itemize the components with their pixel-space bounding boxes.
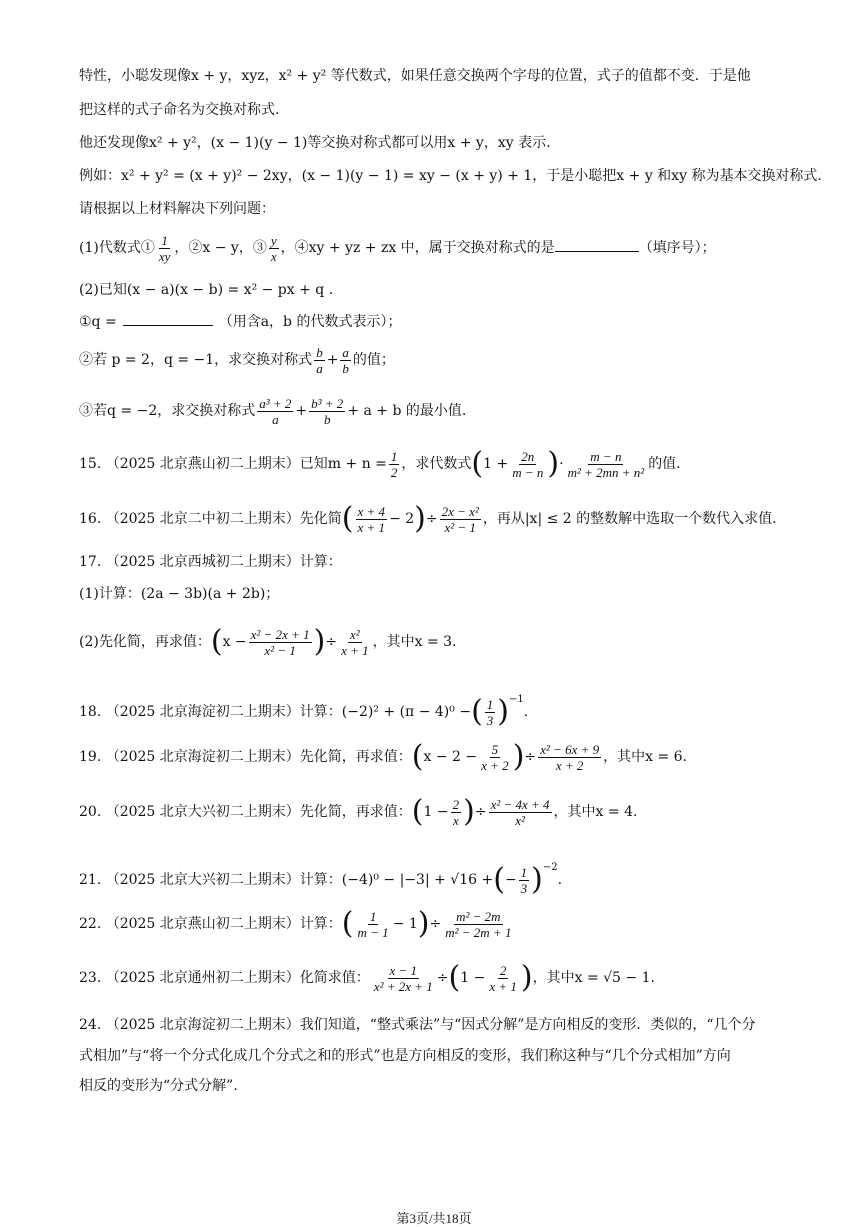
text: 1 − <box>423 804 449 820</box>
fraction: $\frac{1}{xy}$ <box>158 232 171 264</box>
problem-17: 17. （2025 北京西城初二上期末）计算： <box>79 554 342 570</box>
text: − 1 <box>392 916 418 932</box>
operator: ÷ <box>429 916 442 932</box>
paren: ( <box>341 501 354 536</box>
paren: ) <box>417 906 430 941</box>
fraction: $\frac{2}{x}$ <box>452 796 460 828</box>
paren: ( <box>411 794 424 829</box>
question-1 <box>79 230 808 266</box>
text: x − <box>222 634 247 650</box>
text: ，再从|x| ≤ 2 的整数解中选取一个数代入求值. <box>482 511 777 527</box>
text: ②若 p = 2，q = −1，求交换对称式 <box>79 352 313 368</box>
fraction: $\frac{\text{m² − 2m}}{\text{m² − 2m + 1}}$ <box>445 908 512 940</box>
fraction: $\frac{5}{x + 2}$ <box>481 741 509 773</box>
operator: ÷ <box>325 634 338 650</box>
operator: + <box>326 352 339 368</box>
fraction: $\frac{\text{x² − 6x + 9}}{x + 2}$ <box>540 741 600 773</box>
text: ③若q = −2，求交换对称式 <box>79 403 256 419</box>
text: (1)代数式① <box>79 240 155 256</box>
paren: ) <box>313 624 326 659</box>
problem-16 <box>79 499 808 539</box>
problem-17-2 <box>79 622 808 662</box>
fraction: $\frac{m - n}{\text{m² + 2mn + n²}}$ <box>567 448 645 480</box>
question-2-ii <box>79 342 808 378</box>
text: 20. （2025 北京大兴初二上期末）先化简，再求值： <box>79 804 412 820</box>
text: ①q = <box>79 314 117 330</box>
exponent: −2 <box>542 862 558 873</box>
text-line: 他还发现像x² + y²，(x − 1)(y − 1)等交换对称式都可以用x + y，xy 表示. <box>79 135 551 151</box>
text: 15. （2025 北京燕山初二上期末）已知m + n = <box>79 456 387 472</box>
paren: ( <box>210 624 223 659</box>
problem-23 <box>79 958 808 998</box>
problem-19 <box>79 737 808 777</box>
text: 16. （2025 北京二中初二上期末）先化简 <box>79 511 342 527</box>
paren: ) <box>497 694 509 729</box>
problem-17-1: (1)计算：(2a − 3b)(a + 2b)； <box>79 586 280 602</box>
problem-24-line-3: 相反的变形为“分式分解”. <box>79 1078 238 1094</box>
paren: ) <box>547 446 560 481</box>
answer-blank <box>555 237 639 252</box>
operator: + <box>295 403 308 419</box>
text: . <box>523 704 529 720</box>
problem-21 <box>79 848 808 897</box>
operator: ÷ <box>425 511 438 527</box>
problem-20 <box>79 792 808 832</box>
paren: ( <box>471 694 483 729</box>
problem-24-line-2: 式相加”与“将一个分式化成几个分式之和的形式”也是方向相反的变形，我们称这种与“几个分式相加”方向 <box>79 1048 731 1064</box>
text-line: 例如：x² + y² = (x + y)² − 2xy，(x − 1)(y − 1) = xy − (x + y) + 1，于是小聪把x + y 和xy 称为基本交换对称式. <box>79 168 822 184</box>
fraction: $\frac{\text{b³ + 2}}{b}$ <box>311 395 344 427</box>
text: ，其中x = 3. <box>372 634 457 650</box>
fraction: $\frac{b}{a}$ <box>316 344 323 376</box>
text: 22. （2025 北京燕山初二上期末）计算： <box>79 916 342 932</box>
answer-blank <box>123 311 213 326</box>
text: 1 + <box>483 456 509 472</box>
fraction: $\frac{\text{a³ + 2}}{a}$ <box>259 395 292 427</box>
text-line: 特性，小聪发现像x + y，xyz，x² + y² 等代数式，如果任意交换两个字母的位置，式子的值都不变．于是他 <box>79 68 751 84</box>
text: 的值. <box>648 456 681 472</box>
paren: ( <box>448 960 461 995</box>
question-2-i <box>79 311 808 332</box>
text: ，其中x = 6. <box>603 749 688 765</box>
fraction: $\frac{y}{x}$ <box>270 232 277 264</box>
text-line: 请根据以上材料解决下列问题： <box>79 201 275 217</box>
text: 18. （2025 北京海淀初二上期末）计算：(−2)² + (π − 4)⁰ − <box>79 704 472 720</box>
fraction: $\frac{\text{x² − 2x + 1}}{\text{x² − 1}}$ <box>250 626 310 658</box>
fraction: $\frac{1}{3}$ <box>520 864 528 896</box>
operator: ÷ <box>474 804 487 820</box>
page-number: 第3页/共18页 <box>396 1211 472 1226</box>
text: （用含a，b 的代数式表示）； <box>218 314 402 330</box>
problem-22 <box>79 904 808 944</box>
paren: ( <box>471 446 484 481</box>
problem-18 <box>79 680 808 729</box>
text: x − 2 − <box>423 749 478 765</box>
text: 21. （2025 北京大兴初二上期末）计算：(−4)⁰ − |−3| + √16 + <box>79 872 494 888</box>
fraction: $\frac{\text{x²}}{x + 1}$ <box>341 626 369 658</box>
operator: · <box>559 456 564 472</box>
text-line: 把这样的式子命名为交换对称式. <box>79 102 280 118</box>
fraction: $\frac{x + 4}{x + 1}$ <box>357 503 386 535</box>
text: + a + b 的最小值. <box>347 403 467 419</box>
text: ，④xy + yz + zx 中，属于交换对称式的是 <box>280 240 555 256</box>
operator: ÷ <box>436 970 449 986</box>
text: 1 − <box>460 970 486 986</box>
text: ，其中x = 4. <box>553 804 638 820</box>
problem-15 <box>79 446 808 482</box>
fraction: $\frac{\text{x² − 4x + 4}}{\text{x²}}$ <box>490 796 550 828</box>
text: ，②x − y，③ <box>174 240 267 256</box>
paren: ) <box>512 739 525 774</box>
question-2-iii <box>79 393 808 429</box>
text: − <box>504 872 517 888</box>
text: 23. （2025 北京通州初二上期末）化简求值： <box>79 970 370 986</box>
paren: ( <box>341 906 354 941</box>
paren: ( <box>493 862 505 897</box>
exponent: −1 <box>509 694 524 705</box>
fraction: $\frac{2}{x + 1}$ <box>489 962 517 994</box>
text: ，其中x = √5 − 1. <box>532 970 655 986</box>
fraction: $\frac{1}{2}$ <box>390 448 398 480</box>
paren: ) <box>414 501 426 536</box>
fraction: $\frac{1}{3}$ <box>486 696 494 728</box>
text: 19. （2025 北京海淀初二上期末）先化简，再求值： <box>79 749 412 765</box>
text: （填序号）； <box>638 240 716 256</box>
fraction: $\frac{x - 1}{\text{x² + 2x + 1}}$ <box>373 962 433 994</box>
problem-24-line-1: 24. （2025 北京海淀初二上期末）我们知道，“整式乘法”与“因式分解”是方向相反的变形．类似的，“几个分 <box>79 1017 756 1033</box>
fraction: $\frac{1}{m - 1}$ <box>357 908 389 940</box>
fraction: $\frac{a}{b}$ <box>342 344 349 376</box>
paren: ) <box>520 960 533 995</box>
paren: ) <box>531 862 543 897</box>
text: 的值； <box>352 352 395 368</box>
question-2: (2)已知(x − a)(x − b) = x² − px + q . <box>79 282 334 298</box>
fraction: $\frac{\text{2x − x²}}{\text{x² − 1}}$ <box>441 503 479 535</box>
text: − 2 <box>389 511 415 527</box>
operator: ÷ <box>524 749 537 765</box>
text: . <box>557 872 563 888</box>
text: ，求代数式 <box>401 456 472 472</box>
paren: ) <box>463 794 475 829</box>
fraction: $\frac{2n}{m - n}$ <box>512 448 544 480</box>
text: (2)先化简，再求值： <box>79 634 211 650</box>
paren: ( <box>411 739 424 774</box>
